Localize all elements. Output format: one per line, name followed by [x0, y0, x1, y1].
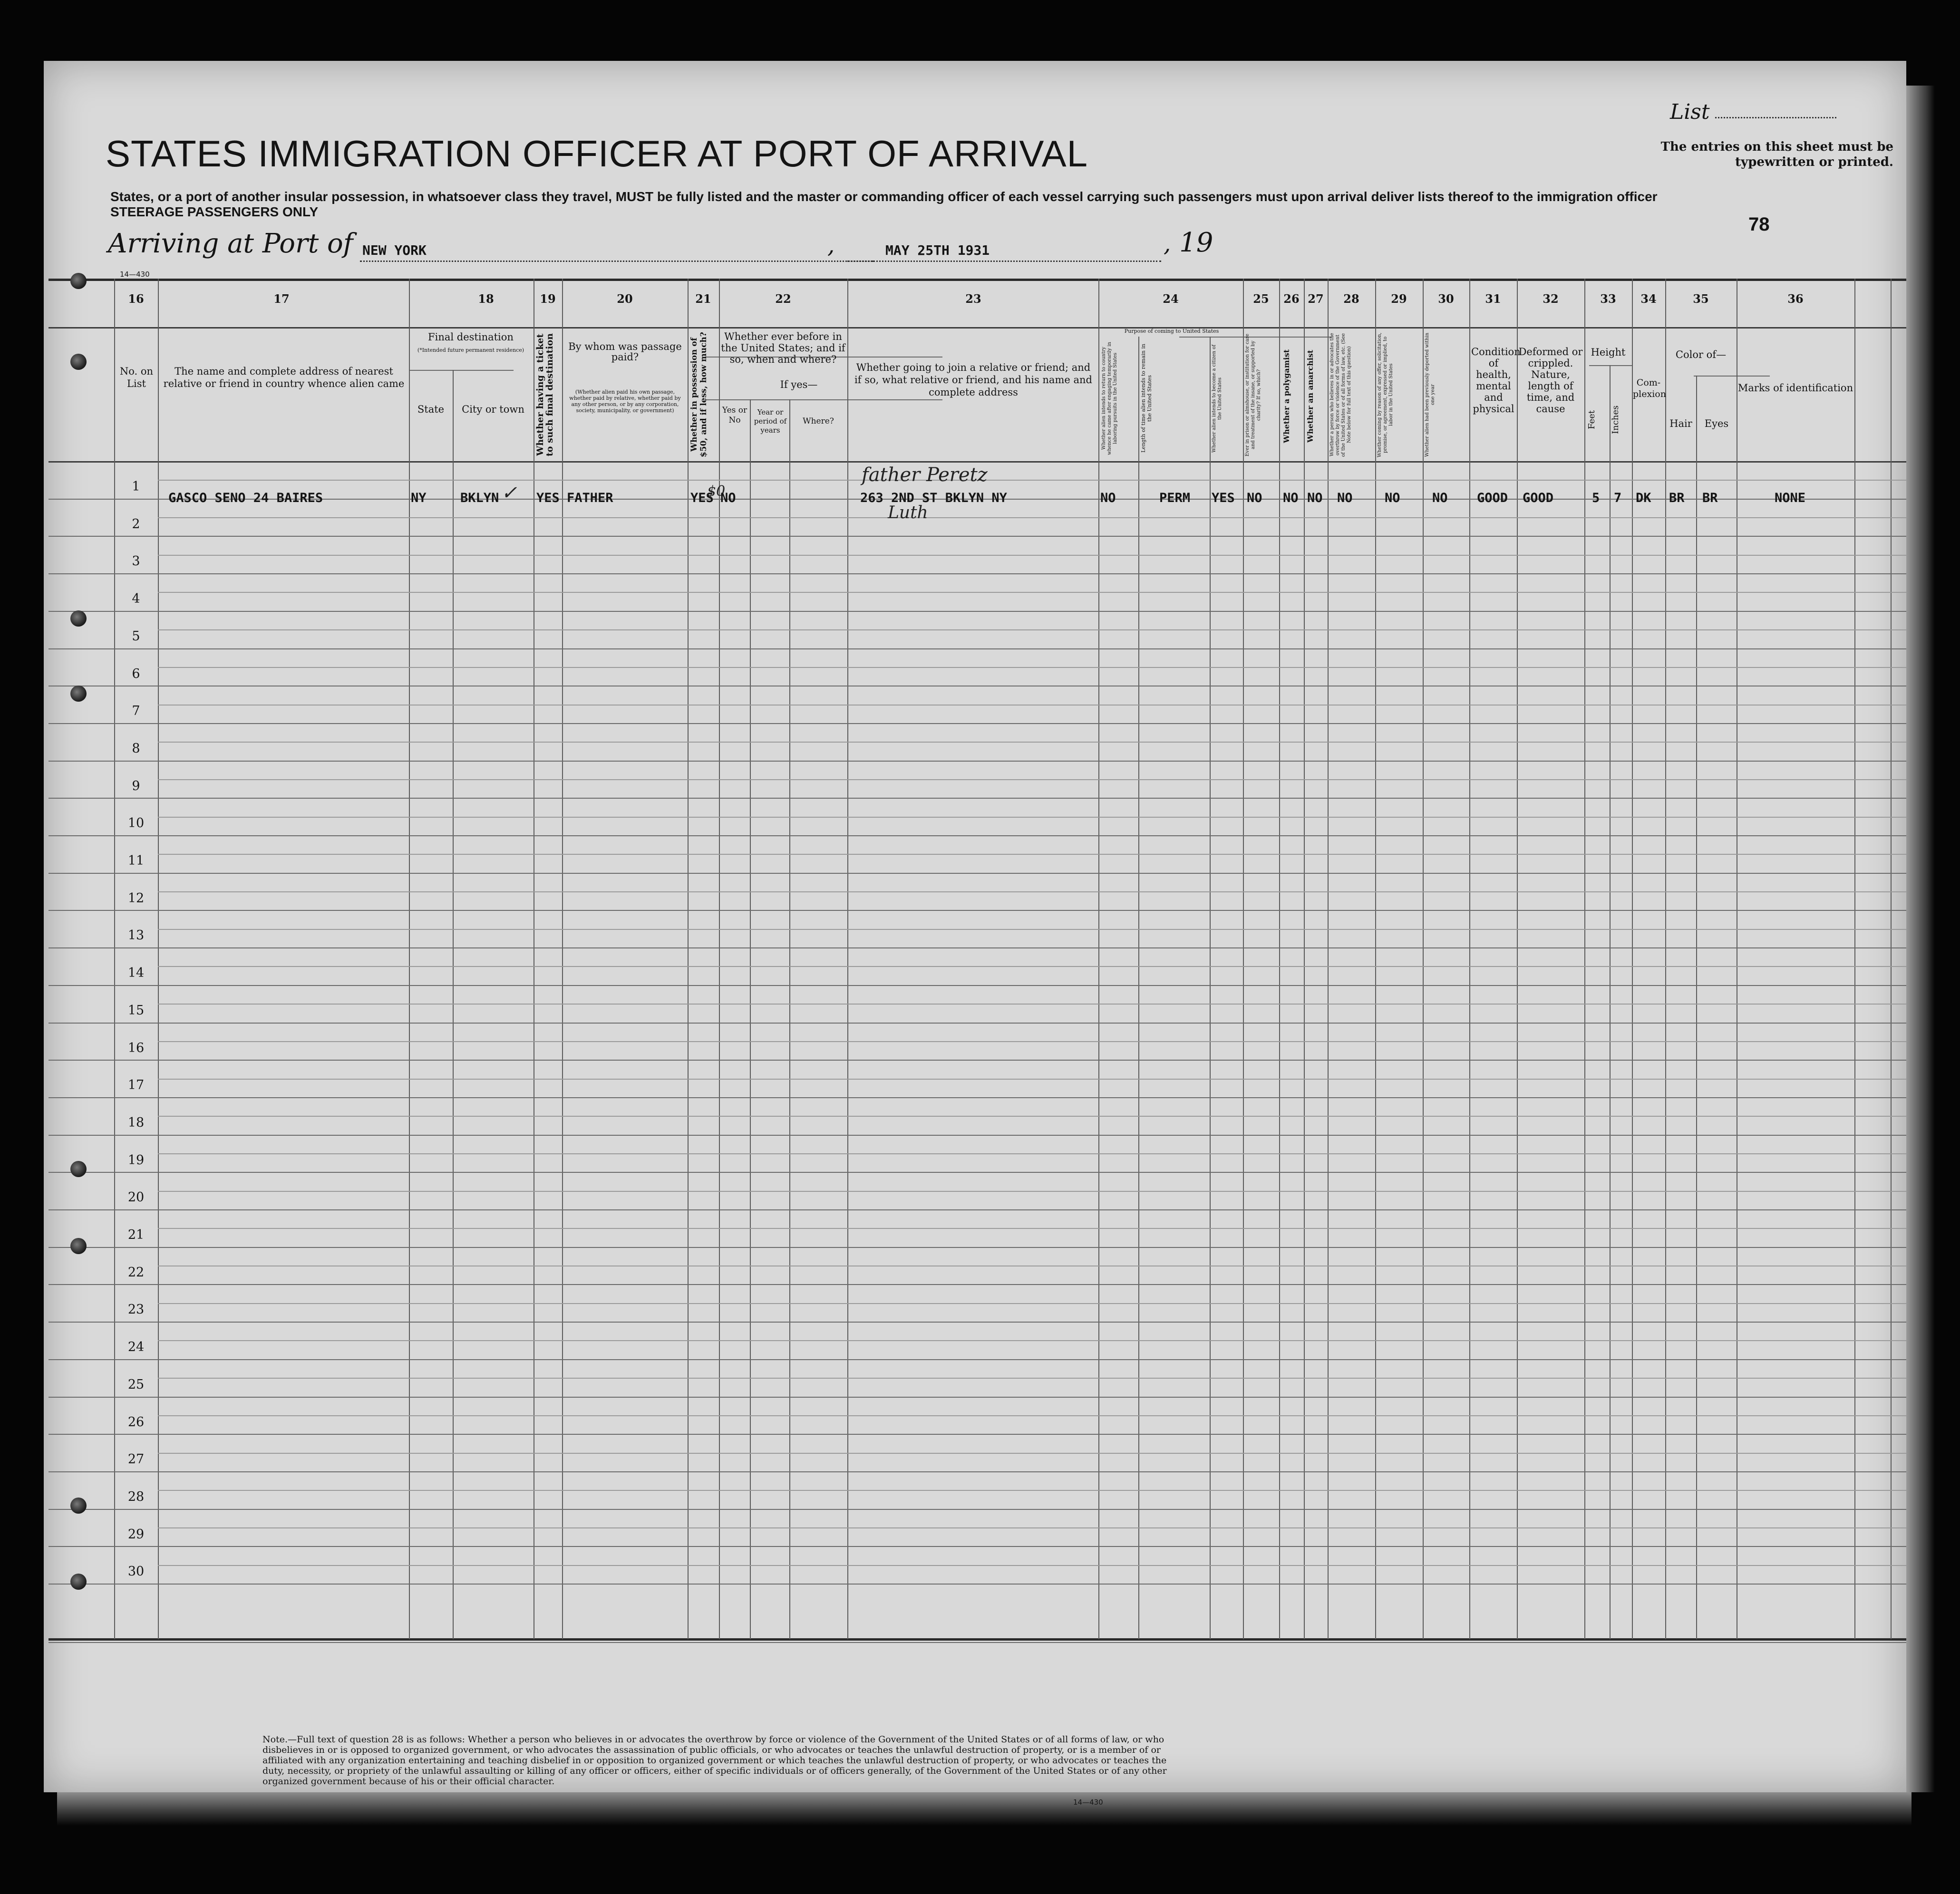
col-line [1610, 365, 1611, 1639]
row-subrule [158, 929, 1906, 930]
col-line [1696, 376, 1697, 1639]
header-ticket: Whether having a ticket to such final destination [535, 333, 555, 457]
page-edge-bottom [57, 1792, 1911, 1826]
entry-city: BKLYN [460, 491, 499, 505]
entry-eyes: BR [1702, 491, 1718, 505]
row-rule [49, 1471, 1906, 1472]
form-number-bottom: 14—430 [1073, 1798, 1103, 1807]
row-subrule [158, 480, 1906, 481]
header-hair: Hair [1669, 418, 1692, 429]
row-rule [49, 1060, 1906, 1061]
column-number: 24 [1163, 292, 1179, 306]
entry-feet: 5 [1592, 491, 1600, 505]
header-color-of: Color of— [1675, 349, 1727, 360]
header-no-on-list: No. on List [119, 366, 154, 389]
entry-ever-before: NO [720, 491, 736, 505]
row-number: 10 [127, 816, 145, 831]
entry-q30: NO [1432, 491, 1448, 505]
row-number: 16 [127, 1041, 145, 1055]
row-rule [49, 835, 1906, 836]
col-line [1517, 279, 1518, 1639]
column-number: 27 [1308, 292, 1324, 306]
column-number: 18 [478, 292, 494, 306]
entry-paid-by: FATHER [567, 491, 613, 505]
row-subrule [158, 1527, 1906, 1528]
header-anarchist: Whether an anarchist [1306, 349, 1315, 443]
entry-complexion: DK [1636, 491, 1651, 505]
comma-1: , [827, 232, 835, 259]
header-polygamist: Whether a polygamist [1282, 349, 1291, 443]
column-number: 26 [1283, 292, 1300, 306]
page-edge-right [1906, 86, 1935, 1792]
header-eyes: Eyes [1704, 418, 1729, 429]
form-title: STATES IMMIGRATION OFFICER AT PORT OF ARRIVAL [106, 133, 1088, 174]
header-state: State [417, 404, 445, 415]
row-number: 21 [127, 1227, 145, 1242]
row-subrule [158, 1415, 1906, 1416]
row-rule [49, 1584, 1906, 1585]
row-subrule [158, 1153, 1906, 1154]
col-line [409, 279, 410, 1639]
entry-q28: NO [1337, 491, 1353, 505]
row-number: 1 [132, 479, 140, 494]
row-subrule [158, 1116, 1906, 1117]
row-subrule [158, 854, 1906, 855]
punch-hole [70, 354, 87, 370]
header-joining: Whether going to join a relative or friend; and if so, what relative or friend, and his name and complete address [854, 362, 1092, 398]
header-purpose: Purpose of coming to United States [1124, 328, 1219, 334]
header-height: Height [1591, 347, 1626, 358]
row-rule [49, 1023, 1906, 1024]
entry-polygamist: NO [1283, 491, 1299, 505]
header-deformed: Deformed or crippled. Nature, length of time, and cause [1518, 346, 1583, 415]
row-subrule [158, 1079, 1906, 1080]
header-health: Condition of health, mental and physical [1471, 346, 1521, 415]
entry-prison: NO [1247, 491, 1262, 505]
entry-deformed: GOOD [1523, 491, 1554, 505]
column-number: 25 [1253, 292, 1269, 306]
row-rule [49, 985, 1906, 986]
arriving-label: Arriving at Port of [108, 228, 353, 259]
row-subrule [158, 667, 1906, 668]
punch-hole [70, 273, 87, 289]
rule-header-bottom [49, 327, 1906, 329]
header-if-yes: If yes— [780, 379, 818, 390]
entry-city-check: ✓ [501, 482, 517, 504]
row-rule [49, 873, 1906, 874]
col-line [1375, 279, 1376, 1639]
column-number: 35 [1693, 292, 1709, 306]
column-number: 33 [1600, 292, 1616, 306]
row-number: 28 [127, 1489, 145, 1504]
entry-joining-hand-2: Luth [888, 503, 928, 522]
rule-bottom [49, 1638, 1906, 1641]
col-line [1243, 279, 1244, 1639]
column-number: 23 [965, 292, 981, 306]
header-by-whom: By whom was passage paid? [568, 341, 682, 363]
entry-joining-address: 263 2ND ST BKLYN NY [860, 491, 1007, 505]
column-number: 28 [1343, 292, 1359, 306]
entry-health: GOOD [1477, 491, 1508, 505]
row-subrule [158, 779, 1906, 780]
header-q29: Whether coming by reason of any offer, solicitation, promise, or agreement, expressed or implied, to labor in the United States [1377, 332, 1394, 457]
row-rule [49, 761, 1906, 762]
footer-note: Note.—Full text of question 28 is as follows: Whether a person who believes in or advocates the overthrow by force or violence of the Government of the United States or of all forms of law, or who disbelieves in or is opposed to organized government, or who advocates the assassination of public officials, or who advocates or teaches the unlawful destruction of property, or is a member of or affiliated with any organization entertaining and teaching disbelief in or opposition to organized government or which teaches the unlawful destruction of property, or who advocates or teaches the duty, necessity, or propriety of the unlawful assaulting or killing of any officer or officers, either of specific individuals or of officers generally, of the Government of the United States or of any other organized government because of his or their official character. [262, 1734, 1167, 1787]
header-complexion: Com-plexion [1633, 377, 1666, 399]
row-subrule [158, 1378, 1906, 1379]
row-number: 17 [127, 1078, 145, 1092]
manifest-sheet [44, 61, 1906, 1807]
header-ever-before: Whether ever before in the United States; and if so, when and where? [721, 331, 845, 365]
header-purpose-b: Length of time alien intends to remain in the United States [1140, 344, 1153, 453]
port-line [360, 261, 873, 262]
row-rule [49, 1172, 1906, 1173]
row-rule [49, 611, 1906, 612]
page-number: 78 [1748, 214, 1770, 235]
steerage-label: STEERAGE PASSENGERS ONLY [110, 204, 319, 219]
row-subrule [158, 1228, 1906, 1229]
port-value: NEW YORK [362, 242, 427, 258]
entry-inches: 7 [1614, 491, 1622, 505]
row-rule [49, 910, 1906, 911]
row-rule [49, 1284, 1906, 1285]
col-line [1279, 279, 1280, 1639]
col-line [1210, 337, 1211, 1639]
col-line [1138, 337, 1139, 1639]
row-subrule [158, 555, 1906, 556]
row-subrule [158, 817, 1906, 818]
header-final-destination-note: (*Intended future permanent residence) [417, 347, 524, 353]
row-subrule [158, 1565, 1906, 1566]
row-number: 22 [127, 1265, 145, 1280]
header-nearest-relative: The name and complete address of nearest relative or friend in country whence alien came [163, 366, 405, 389]
header-q28: Whether a person who believes in or advocates the overthrow by force or violence of the Government of the United States or of all forms of law, etc. (See Note below for full text of this question) [1329, 333, 1352, 457]
header-marks: Marks of identification [1737, 382, 1853, 394]
punch-hole [70, 1498, 87, 1514]
row-number: 18 [127, 1115, 145, 1130]
entry-hair: BR [1669, 491, 1685, 505]
row-subrule [158, 629, 1906, 630]
col-line [1423, 279, 1424, 1639]
punch-hole [70, 1161, 87, 1177]
punch-hole [70, 1238, 87, 1254]
row-rule [49, 798, 1906, 799]
row-number: 23 [127, 1302, 145, 1317]
column-number: 19 [540, 292, 556, 306]
entry-relative: GASCO SENO 24 BAIRES [168, 491, 323, 505]
column-number: 31 [1485, 292, 1501, 306]
row-number: 9 [132, 779, 140, 793]
entry-joining-hand: father Peretz [862, 464, 988, 486]
row-number: 2 [132, 517, 140, 531]
row-number: 13 [127, 928, 145, 943]
column-number: 20 [617, 292, 633, 306]
entry-fifty: YES [690, 491, 714, 505]
row-rule [49, 1322, 1906, 1323]
column-number: 22 [775, 292, 791, 306]
header-city: City or town [462, 404, 524, 415]
row-subrule [158, 891, 1906, 892]
col-line [453, 370, 454, 1639]
rule-top [49, 279, 1906, 281]
header-where: Where? [803, 416, 834, 426]
header-purpose-a: Whether alien intends to return to country whence he came after engaging temporarily in laboring pursuits in the United States [1101, 342, 1118, 455]
rule-body-top [49, 461, 1906, 463]
row-rule [49, 1135, 1906, 1136]
col-line [1632, 279, 1633, 1639]
row-number: 20 [127, 1190, 145, 1205]
entry-purpose-c: YES [1212, 491, 1235, 505]
col-line [1891, 279, 1892, 1639]
col-line [1469, 279, 1470, 1639]
list-line [1715, 117, 1836, 118]
row-number: 27 [127, 1452, 145, 1467]
entry-anarchist: NO [1307, 491, 1323, 505]
date-value: MAY 25TH 1931 [885, 242, 990, 258]
row-subrule [158, 592, 1906, 593]
col-line [847, 279, 848, 1639]
row-rule [49, 947, 1906, 948]
entry-marks: NONE [1775, 491, 1806, 505]
column-number: 17 [273, 292, 290, 306]
rule-bottom-2 [49, 1642, 1906, 1643]
row-number: 19 [127, 1153, 145, 1168]
col-line [1584, 279, 1585, 1639]
row-subrule [158, 1340, 1906, 1341]
row-subrule [158, 966, 1906, 967]
punch-hole [70, 610, 87, 627]
header-feet: Feet [1587, 410, 1597, 430]
column-number: 29 [1391, 292, 1407, 306]
row-rule [49, 536, 1906, 537]
list-label: List [1670, 100, 1710, 124]
form-number-top: 14—430 [120, 270, 150, 279]
row-number: 7 [132, 704, 140, 718]
row-number: 11 [127, 853, 145, 868]
row-number: 29 [127, 1527, 145, 1542]
row-number: 8 [132, 741, 140, 756]
row-rule [49, 723, 1906, 724]
sub-rule-ifyes [705, 399, 942, 400]
row-rule [49, 1397, 1906, 1398]
column-number: 32 [1543, 292, 1559, 306]
entry-state: NY [411, 491, 427, 505]
row-subrule [158, 1004, 1906, 1005]
row-rule [49, 1209, 1906, 1210]
column-number: 21 [695, 292, 711, 306]
col-line [688, 279, 689, 1639]
row-subrule [158, 517, 1906, 518]
entries-note: The entries on this sheet must be typewritten or printed. [1660, 140, 1893, 169]
row-number: 12 [127, 891, 145, 906]
row-subrule [158, 1191, 1906, 1192]
column-number: 16 [128, 292, 144, 306]
row-subrule [158, 1303, 1906, 1304]
entry-purpose-b: PERM [1159, 491, 1191, 505]
col-line [1854, 279, 1855, 1639]
col-line [1665, 279, 1666, 1639]
date-line [847, 261, 1161, 262]
column-number: 30 [1438, 292, 1454, 306]
row-rule [49, 573, 1906, 574]
col-line [562, 279, 563, 1639]
header-final-destination: Final destination [428, 331, 514, 343]
column-number: 34 [1640, 292, 1657, 306]
entry-purpose-a: NO [1100, 491, 1116, 505]
year-prefix: , 19 [1164, 227, 1213, 258]
header-fifty-dollars: Whether in possession of $50, and if less, how much? [689, 332, 708, 458]
row-number: 25 [127, 1377, 145, 1392]
entry-fifty-hand: $0 [707, 483, 726, 500]
row-number: 15 [127, 1003, 145, 1018]
col-line [1304, 279, 1305, 1639]
row-rule [49, 1546, 1906, 1547]
row-rule [49, 1247, 1906, 1248]
header-yes-or-no: Yes or No [722, 406, 747, 425]
row-number: 6 [132, 667, 140, 681]
row-subrule [158, 742, 1906, 743]
row-number: 24 [127, 1340, 145, 1354]
col-line [1328, 279, 1329, 1639]
sub-rule-height [1589, 365, 1632, 366]
col-line [1098, 279, 1099, 1639]
row-rule [49, 1097, 1906, 1098]
header-by-whom-note: (Whether alien paid his own passage, whether paid by relative, whether paid by any other person, or by any corporation, society, municipality, or government) [569, 389, 681, 414]
sub-rule-color [1694, 376, 1770, 377]
form-instruction: States, or a port of another insular possession, in whatsoever class they travel, MUST be fully listed and the master or commanding officer of each vessel carrying such passengers must upon arrival deliver lists thereof to the immigration officer [110, 189, 1658, 204]
row-number: 14 [127, 966, 145, 980]
row-number: 30 [127, 1564, 145, 1579]
entry-ticket: YES [536, 491, 560, 505]
column-number: 36 [1787, 292, 1804, 306]
header-purpose-c: Whether alien intends to become a citizen of the United States [1212, 344, 1223, 453]
row-number: 3 [132, 554, 140, 569]
row-rule [49, 648, 1906, 649]
header-inches: Inches [1611, 405, 1620, 435]
row-number: 5 [132, 629, 140, 644]
punch-hole [70, 686, 87, 702]
row-number: 26 [127, 1415, 145, 1430]
row-subrule [158, 1453, 1906, 1454]
row-rule [49, 1359, 1906, 1360]
punch-hole [70, 1574, 87, 1590]
row-number: 4 [132, 591, 140, 606]
header-q30: Whether alien had been previously deported within one year [1425, 332, 1436, 457]
sub-rule-final [409, 370, 514, 371]
row-subrule [158, 1490, 1906, 1491]
header-prison: Ever in prison or almshouse, or institution for care and treatment of the insane, or supported by charity? If so, which? [1245, 333, 1261, 456]
entry-q29: NO [1385, 491, 1400, 505]
row-subrule [158, 1041, 1906, 1042]
row-rule [49, 1509, 1906, 1510]
header-year-period: Year or period of years [754, 408, 787, 435]
row-rule [49, 1434, 1906, 1435]
